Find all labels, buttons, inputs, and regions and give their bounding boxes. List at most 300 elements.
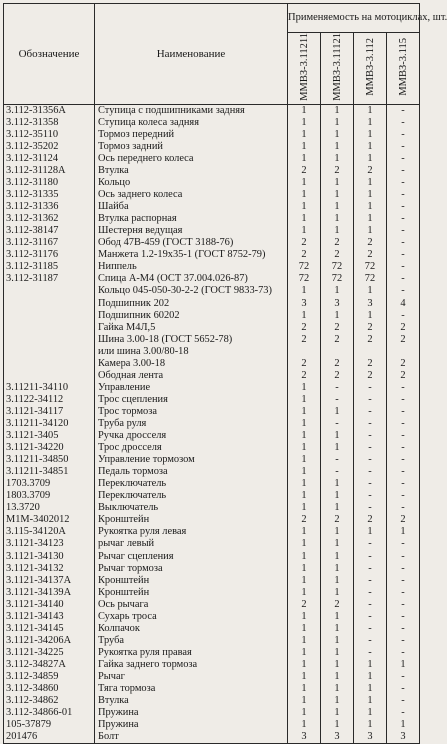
table-row bbox=[4, 430, 420, 442]
quantity-cell: 1 bbox=[354, 671, 387, 683]
table-row bbox=[4, 225, 420, 237]
name-cell: Тормоз задний bbox=[95, 141, 288, 153]
name-cell: Переключатель bbox=[95, 490, 288, 502]
quantity-cell: - bbox=[354, 587, 387, 599]
designation-cell: 3.112-35110 bbox=[4, 129, 95, 141]
name-cell: Ободная лента bbox=[95, 370, 288, 382]
quantity-cell: 72 bbox=[288, 273, 321, 285]
name-cell: Гайка М4Л,5 bbox=[95, 322, 288, 334]
table-row bbox=[4, 237, 420, 249]
name-cell: Тяга тормоза bbox=[95, 683, 288, 695]
quantity-cell: 2 bbox=[354, 165, 387, 177]
name-cell: Шайба bbox=[95, 201, 288, 213]
quantity-cell: 1 bbox=[288, 587, 321, 599]
quantity-cell: 1 bbox=[321, 442, 354, 454]
quantity-cell: 2 bbox=[288, 370, 321, 382]
quantity-cell: 1 bbox=[288, 129, 321, 141]
designation-cell: 3.112-31356А bbox=[4, 104, 95, 117]
quantity-cell: 1 bbox=[321, 611, 354, 623]
name-cell: Ось рычага bbox=[95, 599, 288, 611]
table-row bbox=[4, 141, 420, 153]
name-cell: Кронштейн bbox=[95, 587, 288, 599]
quantity-cell: 1 bbox=[288, 575, 321, 587]
table-row bbox=[4, 719, 420, 731]
quantity-cell: 1 bbox=[321, 683, 354, 695]
header-applicability: Применяемость на мотоциклах, шт. bbox=[288, 4, 420, 33]
name-cell: Кронштейн bbox=[95, 514, 288, 526]
name-cell: Ступица колеса задняя bbox=[95, 117, 288, 129]
table-row bbox=[4, 502, 420, 514]
quantity-cell: - bbox=[387, 587, 420, 599]
quantity-cell: 1 bbox=[321, 490, 354, 502]
quantity-cell: 1 bbox=[321, 551, 354, 563]
quantity-cell: - bbox=[387, 599, 420, 611]
designation-cell: 3.1121-34140 bbox=[4, 599, 95, 611]
quantity-cell: 1 bbox=[288, 538, 321, 550]
table-row bbox=[4, 514, 420, 526]
quantity-cell: 1 bbox=[354, 129, 387, 141]
designation-cell: 3.112-34827А bbox=[4, 659, 95, 671]
table-row bbox=[4, 104, 420, 117]
quantity-cell: - bbox=[354, 466, 387, 478]
quantity-cell: - bbox=[387, 575, 420, 587]
quantity-cell: 1 bbox=[321, 623, 354, 635]
quantity-cell: 2 bbox=[288, 165, 321, 177]
header-model-1: ММВЗ-3.11211 bbox=[288, 33, 321, 105]
designation-cell: 3.112-31180 bbox=[4, 177, 95, 189]
quantity-cell: 1 bbox=[387, 526, 420, 538]
name-cell: Ручка дросселя bbox=[95, 430, 288, 442]
quantity-cell: 1 bbox=[321, 563, 354, 575]
quantity-cell: - bbox=[354, 538, 387, 550]
table-row bbox=[4, 285, 420, 297]
name-cell: Обод 47В-459 (ГОСТ 3188-76) bbox=[95, 237, 288, 249]
quantity-cell: 1 bbox=[321, 189, 354, 201]
table-row bbox=[4, 563, 420, 575]
table-row bbox=[4, 370, 420, 382]
name-cell: Труба bbox=[95, 635, 288, 647]
designation-cell: 3.1121-34220 bbox=[4, 442, 95, 454]
name-cell: Манжета 1.2-19х35-1 (ГОСТ 8752-79) bbox=[95, 249, 288, 261]
quantity-cell: - bbox=[387, 623, 420, 635]
quantity-cell: - bbox=[387, 310, 420, 322]
quantity-cell: 1 bbox=[288, 153, 321, 165]
designation-cell: 3.1121-3405 bbox=[4, 430, 95, 442]
designation-cell: 3.1121-34130 bbox=[4, 551, 95, 563]
name-cell: Управление bbox=[95, 382, 288, 394]
quantity-cell bbox=[288, 346, 321, 358]
name-cell: Ось переднего колеса bbox=[95, 153, 288, 165]
quantity-cell: 2 bbox=[321, 249, 354, 261]
designation-cell: М1М-3402012 bbox=[4, 514, 95, 526]
quantity-cell: - bbox=[321, 466, 354, 478]
name-cell: Болт bbox=[95, 731, 288, 744]
quantity-cell: - bbox=[354, 611, 387, 623]
designation-cell: 3.112-31187 bbox=[4, 273, 95, 285]
quantity-cell: 2 bbox=[387, 370, 420, 382]
quantity-cell: 1 bbox=[321, 117, 354, 129]
quantity-cell: 3 bbox=[321, 731, 354, 744]
designation-cell: 3.112-31167 bbox=[4, 237, 95, 249]
quantity-cell: 2 bbox=[354, 237, 387, 249]
quantity-cell: - bbox=[387, 261, 420, 273]
name-cell: Рукоятка руля левая bbox=[95, 526, 288, 538]
quantity-cell: 4 bbox=[387, 298, 420, 310]
quantity-cell: 1 bbox=[288, 478, 321, 490]
quantity-cell: 1 bbox=[321, 406, 354, 418]
table-row bbox=[4, 201, 420, 213]
quantity-cell: - bbox=[387, 442, 420, 454]
quantity-cell: 2 bbox=[321, 237, 354, 249]
quantity-cell: 2 bbox=[288, 358, 321, 370]
name-cell: Рукоятка руля правая bbox=[95, 647, 288, 659]
quantity-cell: 1 bbox=[288, 382, 321, 394]
quantity-cell: 2 bbox=[387, 514, 420, 526]
quantity-cell: 1 bbox=[321, 213, 354, 225]
designation-cell bbox=[4, 285, 95, 297]
quantity-cell: 1 bbox=[354, 695, 387, 707]
quantity-cell: 1 bbox=[288, 141, 321, 153]
designation-cell: 3.1122-34112 bbox=[4, 394, 95, 406]
table-row bbox=[4, 659, 420, 671]
quantity-cell: - bbox=[387, 165, 420, 177]
table-row bbox=[4, 526, 420, 538]
quantity-cell: 2 bbox=[288, 599, 321, 611]
parts-table bbox=[3, 3, 447, 744]
quantity-cell: - bbox=[387, 189, 420, 201]
quantity-cell: 1 bbox=[288, 623, 321, 635]
table-row bbox=[4, 731, 420, 744]
quantity-cell: 1 bbox=[321, 635, 354, 647]
designation-cell: 3.1121-34137А bbox=[4, 575, 95, 587]
name-cell: Втулка bbox=[95, 165, 288, 177]
quantity-cell: - bbox=[387, 285, 420, 297]
table-row bbox=[4, 249, 420, 261]
name-cell: Трос дросселя bbox=[95, 442, 288, 454]
quantity-cell: - bbox=[354, 490, 387, 502]
quantity-cell: 1 bbox=[288, 563, 321, 575]
quantity-cell: 2 bbox=[321, 358, 354, 370]
name-cell: рычаг левый bbox=[95, 538, 288, 550]
quantity-cell: - bbox=[387, 671, 420, 683]
name-cell: Ступица с подшипниками задняя bbox=[95, 104, 288, 117]
quantity-cell: 1 bbox=[288, 442, 321, 454]
quantity-cell: - bbox=[387, 478, 420, 490]
header-model-4: ММВЗ-3.115 bbox=[387, 33, 420, 105]
quantity-cell: - bbox=[387, 129, 420, 141]
table-row bbox=[4, 358, 420, 370]
quantity-cell: 1 bbox=[354, 213, 387, 225]
quantity-cell: 1 bbox=[288, 430, 321, 442]
quantity-cell: 1 bbox=[321, 526, 354, 538]
designation-cell: 3.1121-34206А bbox=[4, 635, 95, 647]
quantity-cell: - bbox=[354, 418, 387, 430]
table-row bbox=[4, 189, 420, 201]
quantity-cell: - bbox=[387, 551, 420, 563]
quantity-cell bbox=[387, 346, 420, 358]
quantity-cell: - bbox=[387, 249, 420, 261]
table-row bbox=[4, 273, 420, 285]
quantity-cell: 1 bbox=[321, 153, 354, 165]
name-cell: Выключатель bbox=[95, 502, 288, 514]
table-row bbox=[4, 153, 420, 165]
quantity-cell: 1 bbox=[288, 659, 321, 671]
table-row bbox=[4, 406, 420, 418]
quantity-cell: 1 bbox=[288, 418, 321, 430]
quantity-cell: - bbox=[387, 177, 420, 189]
quantity-cell: - bbox=[387, 104, 420, 117]
table-row bbox=[4, 346, 420, 358]
quantity-cell: 2 bbox=[387, 322, 420, 334]
designation-cell: 3.112-31335 bbox=[4, 189, 95, 201]
table-row bbox=[4, 671, 420, 683]
table-row bbox=[4, 322, 420, 334]
quantity-cell: 1 bbox=[354, 225, 387, 237]
table-row bbox=[4, 442, 420, 454]
quantity-cell: - bbox=[321, 454, 354, 466]
quantity-cell: - bbox=[387, 466, 420, 478]
quantity-cell: 1 bbox=[321, 104, 354, 117]
quantity-cell: - bbox=[387, 430, 420, 442]
quantity-cell: 1 bbox=[321, 141, 354, 153]
table-row bbox=[4, 623, 420, 635]
table-row bbox=[4, 454, 420, 466]
quantity-cell: 1 bbox=[288, 225, 321, 237]
quantity-cell: 1 bbox=[321, 430, 354, 442]
designation-cell bbox=[4, 370, 95, 382]
quantity-cell: - bbox=[387, 695, 420, 707]
quantity-cell: - bbox=[387, 647, 420, 659]
quantity-cell: 1 bbox=[288, 104, 321, 117]
name-cell: Ось заднего колеса bbox=[95, 189, 288, 201]
quantity-cell: 1 bbox=[354, 310, 387, 322]
quantity-cell: 1 bbox=[288, 466, 321, 478]
quantity-cell: 1 bbox=[288, 189, 321, 201]
quantity-cell: 3 bbox=[354, 731, 387, 744]
quantity-cell: 2 bbox=[288, 514, 321, 526]
quantity-cell: 2 bbox=[288, 237, 321, 249]
quantity-cell: - bbox=[354, 478, 387, 490]
quantity-cell: 1 bbox=[288, 647, 321, 659]
quantity-cell: 1 bbox=[321, 177, 354, 189]
quantity-cell: 1 bbox=[354, 201, 387, 213]
designation-cell: 105-37879 bbox=[4, 719, 95, 731]
name-cell: Втулка bbox=[95, 695, 288, 707]
quantity-cell: 1 bbox=[288, 526, 321, 538]
designation-cell: 3.112-31336 bbox=[4, 201, 95, 213]
quantity-cell: - bbox=[387, 611, 420, 623]
quantity-cell bbox=[321, 346, 354, 358]
designation-cell: 3.112-35202 bbox=[4, 141, 95, 153]
table-row bbox=[4, 599, 420, 611]
name-cell: Камера 3.00-18 bbox=[95, 358, 288, 370]
quantity-cell: - bbox=[354, 647, 387, 659]
name-cell: Кольцо 045-050-30-2-2 (ГОСТ 9833-73) bbox=[95, 285, 288, 297]
name-cell: Сухарь троса bbox=[95, 611, 288, 623]
name-cell: Тормоз передний bbox=[95, 129, 288, 141]
quantity-cell: 1 bbox=[321, 647, 354, 659]
quantity-cell: - bbox=[387, 418, 420, 430]
designation-cell: 3.11211-34850 bbox=[4, 454, 95, 466]
quantity-cell: 1 bbox=[321, 310, 354, 322]
quantity-cell: 2 bbox=[387, 358, 420, 370]
name-cell: Рычаг bbox=[95, 671, 288, 683]
table-row bbox=[4, 490, 420, 502]
quantity-cell: 2 bbox=[354, 334, 387, 346]
quantity-cell: 1 bbox=[288, 635, 321, 647]
quantity-cell: 1 bbox=[321, 285, 354, 297]
quantity-cell: - bbox=[387, 237, 420, 249]
quantity-cell: - bbox=[354, 430, 387, 442]
quantity-cell: 1 bbox=[354, 141, 387, 153]
quantity-cell: 1 bbox=[321, 659, 354, 671]
quantity-cell: 72 bbox=[321, 273, 354, 285]
quantity-cell: 2 bbox=[288, 322, 321, 334]
quantity-cell: 1 bbox=[288, 502, 321, 514]
designation-cell bbox=[4, 334, 95, 346]
quantity-cell: - bbox=[387, 382, 420, 394]
table-row bbox=[4, 587, 420, 599]
quantity-cell: 1 bbox=[288, 707, 321, 719]
quantity-cell: 3 bbox=[354, 298, 387, 310]
quantity-cell: 1 bbox=[321, 502, 354, 514]
name-cell: Подшипник 60202 bbox=[95, 310, 288, 322]
quantity-cell: 2 bbox=[321, 514, 354, 526]
name-cell: Трос сцепления bbox=[95, 394, 288, 406]
quantity-cell: 1 bbox=[321, 478, 354, 490]
name-cell: Пружина bbox=[95, 707, 288, 719]
quantity-cell: - bbox=[387, 153, 420, 165]
designation-cell: 3.11211-34110 bbox=[4, 382, 95, 394]
quantity-cell: 1 bbox=[288, 213, 321, 225]
quantity-cell: 1 bbox=[288, 201, 321, 213]
name-cell: Гайка заднего тормоза bbox=[95, 659, 288, 671]
quantity-cell: 2 bbox=[387, 334, 420, 346]
table-row bbox=[4, 117, 420, 129]
quantity-cell: 3 bbox=[288, 298, 321, 310]
designation-cell: 3.1121-34139А bbox=[4, 587, 95, 599]
quantity-cell: 1 bbox=[288, 406, 321, 418]
name-cell: Пружина bbox=[95, 719, 288, 731]
designation-cell: 3.1121-34132 bbox=[4, 563, 95, 575]
quantity-cell: - bbox=[387, 141, 420, 153]
quantity-cell: - bbox=[354, 502, 387, 514]
designation-cell bbox=[4, 310, 95, 322]
header-model-2: ММВЗ-3.11121 bbox=[321, 33, 354, 105]
quantity-cell: 1 bbox=[321, 201, 354, 213]
quantity-cell: 1 bbox=[288, 177, 321, 189]
quantity-cell: - bbox=[354, 382, 387, 394]
quantity-cell bbox=[354, 346, 387, 358]
quantity-cell: - bbox=[354, 563, 387, 575]
quantity-cell: - bbox=[354, 442, 387, 454]
designation-cell bbox=[4, 346, 95, 358]
table-row bbox=[4, 382, 420, 394]
quantity-cell: - bbox=[387, 273, 420, 285]
table-row bbox=[4, 466, 420, 478]
quantity-cell: 1 bbox=[321, 587, 354, 599]
designation-cell: 3.11211-34120 bbox=[4, 418, 95, 430]
quantity-cell: 1 bbox=[354, 177, 387, 189]
designation-cell: 3.112-31185 bbox=[4, 261, 95, 273]
table-row bbox=[4, 310, 420, 322]
name-cell: Шестерня ведущая bbox=[95, 225, 288, 237]
quantity-cell: 1 bbox=[354, 526, 387, 538]
name-cell: Кольцо bbox=[95, 177, 288, 189]
name-cell: Переключатель bbox=[95, 478, 288, 490]
quantity-cell: - bbox=[354, 454, 387, 466]
quantity-cell: - bbox=[387, 502, 420, 514]
designation-cell: 3.112-31176 bbox=[4, 249, 95, 261]
quantity-cell: 2 bbox=[321, 334, 354, 346]
quantity-cell: 1 bbox=[321, 538, 354, 550]
quantity-cell: - bbox=[387, 683, 420, 695]
table-row bbox=[4, 129, 420, 141]
designation-cell: 3.112-31358 bbox=[4, 117, 95, 129]
name-cell: Педаль тормоза bbox=[95, 466, 288, 478]
quantity-cell: 1 bbox=[288, 695, 321, 707]
quantity-cell: - bbox=[387, 117, 420, 129]
quantity-cell: 1 bbox=[288, 394, 321, 406]
designation-cell: 201476 bbox=[4, 731, 95, 744]
designation-cell: 3.1121-34145 bbox=[4, 623, 95, 635]
designation-cell bbox=[4, 298, 95, 310]
quantity-cell: - bbox=[354, 635, 387, 647]
quantity-cell: - bbox=[387, 406, 420, 418]
designation-cell: 3.1121-34117 bbox=[4, 406, 95, 418]
table-row bbox=[4, 538, 420, 550]
quantity-cell: - bbox=[354, 623, 387, 635]
quantity-cell: 1 bbox=[354, 117, 387, 129]
quantity-cell: 2 bbox=[354, 358, 387, 370]
designation-cell: 3.1121-34123 bbox=[4, 538, 95, 550]
quantity-cell: 2 bbox=[321, 370, 354, 382]
designation-cell: 3.112-31362 bbox=[4, 213, 95, 225]
quantity-cell: 1 bbox=[288, 117, 321, 129]
name-cell: Рычаг сцепления bbox=[95, 551, 288, 563]
quantity-cell: - bbox=[387, 225, 420, 237]
quantity-cell: 2 bbox=[354, 322, 387, 334]
quantity-cell: - bbox=[387, 454, 420, 466]
table-row bbox=[4, 177, 420, 189]
quantity-cell: - bbox=[387, 201, 420, 213]
designation-cell: 3.112-31124 bbox=[4, 153, 95, 165]
quantity-cell: - bbox=[354, 575, 387, 587]
quantity-cell: 1 bbox=[321, 671, 354, 683]
quantity-cell: 1 bbox=[354, 104, 387, 117]
table-row bbox=[4, 707, 420, 719]
table-row bbox=[4, 611, 420, 623]
name-cell: Шина 3.00-18 (ГОСТ 5652-78) bbox=[95, 334, 288, 346]
designation-cell: 1803.3709 bbox=[4, 490, 95, 502]
table-row bbox=[4, 647, 420, 659]
quantity-cell: 1 bbox=[321, 129, 354, 141]
quantity-cell: - bbox=[354, 551, 387, 563]
designation-cell: 3.112-34862 bbox=[4, 695, 95, 707]
designation-cell: 3.1121-34225 bbox=[4, 647, 95, 659]
quantity-cell: 1 bbox=[321, 575, 354, 587]
quantity-cell: 1 bbox=[288, 454, 321, 466]
quantity-cell: 1 bbox=[288, 611, 321, 623]
quantity-cell: 3 bbox=[321, 298, 354, 310]
quantity-cell: 3 bbox=[288, 731, 321, 744]
quantity-cell: 2 bbox=[321, 165, 354, 177]
table-row bbox=[4, 418, 420, 430]
quantity-cell: 2 bbox=[354, 249, 387, 261]
quantity-cell: 1 bbox=[288, 671, 321, 683]
quantity-cell: 1 bbox=[288, 310, 321, 322]
designation-cell bbox=[4, 322, 95, 334]
